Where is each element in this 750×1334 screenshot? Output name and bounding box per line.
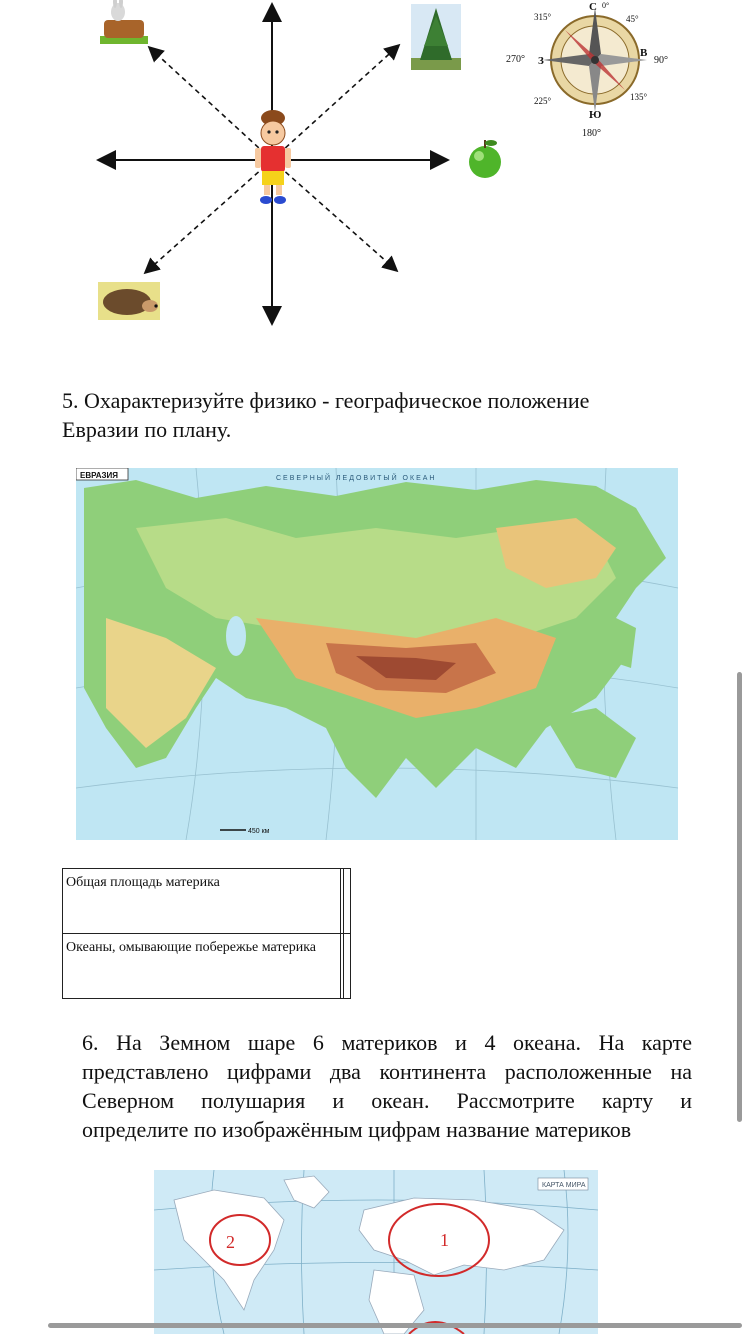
task-6-line-3: Северном полушария и океан. Рассмотрите карту и <box>82 1088 692 1113</box>
arrow-northeast <box>272 46 398 160</box>
world-contour-map <box>154 1170 598 1334</box>
task-6-line-4: определите по изображённым цифрам название материков <box>82 1117 632 1142</box>
task-6-text <box>82 1028 692 1144</box>
rose-east-label: В <box>640 47 648 59</box>
rose-deg-225: 225° <box>534 96 552 106</box>
task-5-text <box>62 386 702 444</box>
rose-deg-45: 45° <box>626 14 639 24</box>
rose-deg-180: 180° <box>582 128 601 139</box>
table-row-label: Общая площадь материка <box>66 875 220 890</box>
task-6-line-1: 6. На Земном шаре 6 материков и 4 океана. На карте <box>82 1030 692 1055</box>
map-label-2: 2 <box>226 1232 235 1252</box>
vertical-scrollbar[interactable] <box>737 672 742 1122</box>
rose-deg-0: 0° <box>602 1 610 10</box>
map-label-1: 1 <box>440 1230 449 1250</box>
apple-icon <box>469 140 501 178</box>
table-row <box>63 869 350 934</box>
eurasia-map-ocean-label: СЕВЕРНЫЙ ЛЕДОВИТЫЙ ОКЕАН <box>276 475 437 482</box>
table-column-divider <box>340 934 344 998</box>
hedgehog-icon <box>98 282 160 320</box>
rose-deg-270: 270° <box>506 54 525 65</box>
table-column-divider <box>340 869 344 933</box>
table-row <box>63 934 350 998</box>
directions-diagram <box>80 0 540 340</box>
arrow-southeast <box>272 160 396 270</box>
world-map-title: КАРТА МИРА <box>542 1182 586 1189</box>
table-row-label: Океаны, омывающие побережье материка <box>66 940 317 955</box>
eurasia-physical-map <box>76 468 678 840</box>
eurasia-map-scale: 450 км <box>248 828 270 835</box>
arrow-northwest <box>150 48 272 160</box>
fir-tree-icon <box>411 4 461 70</box>
arrow-southwest <box>146 160 272 272</box>
rose-west-label: З <box>538 55 544 67</box>
eurasia-map-title: ЕВРАЗИЯ <box>80 471 119 480</box>
hare-icon <box>100 0 148 44</box>
plan-table <box>62 868 351 999</box>
horizontal-scrollbar[interactable] <box>48 1323 742 1328</box>
rose-deg-135: 135° <box>630 92 648 102</box>
rose-south-label: Ю <box>589 109 602 121</box>
compass-rose <box>500 0 690 145</box>
task-5-line-1: 5. Охарактеризуйте физико - географическое положение <box>62 388 590 413</box>
rose-deg-90: 90° <box>654 55 668 66</box>
task-5-line-2: Евразии по плану. <box>62 417 232 442</box>
task-6-line-2: представлено цифрами два континента расположенные на <box>82 1059 692 1084</box>
rose-north-label: С <box>589 1 597 13</box>
rose-deg-315: 315° <box>534 12 552 22</box>
